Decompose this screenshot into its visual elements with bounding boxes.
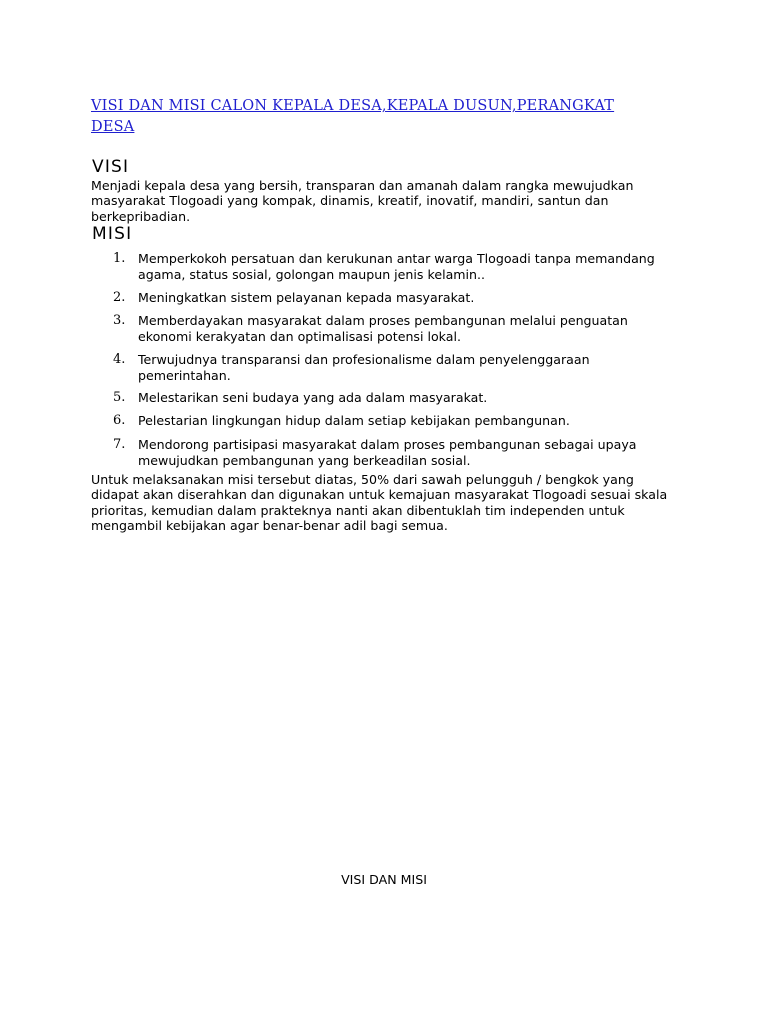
- visi-heading: VISI: [92, 157, 130, 177]
- misi-item-number: 3.: [113, 313, 126, 328]
- misi-item-number: 4.: [113, 352, 126, 367]
- misi-heading: MISI: [92, 224, 133, 244]
- misi-item-text: Memberdayakan masyarakat dalam proses pembangunan melalui penguatan ekonomi kerakyatan dan optimalisasi potensi lokal.: [138, 313, 628, 344]
- closing-paragraph: Untuk melaksanakan misi tersebut diatas, 50% dari sawah pelungguh / bengkok yang didapat akan diserahkan dan digunakan untuk kemajuan masyarakat Tlogoadi sesuai skala prioritas, kemudian dalam prakteknya nanti akan dibentuklah tim independen untuk mengambil kebijakan agar benar-benar adil bagi semua.: [91, 472, 668, 533]
- misi-item-number: 2.: [113, 290, 126, 305]
- misi-item-number: 5.: [113, 390, 126, 405]
- misi-item-text: Melestarikan seni budaya yang ada dalam masyarakat.: [138, 390, 488, 405]
- misi-item-number: 6.: [113, 413, 126, 428]
- misi-item-text: Mendorong partisipasi masyarakat dalam proses pembangunan sebagai upaya mewujudkan pembangunan yang berkeadilan sosial.: [138, 437, 637, 468]
- misi-item-text: Meningkatkan sistem pelayanan kepada masyarakat.: [138, 290, 475, 305]
- misi-item-text: Memperkokoh persatuan dan kerukunan antar warga Tlogoadi tanpa memandang agama, status sosial, golongan maupun jenis kelamin..: [138, 251, 655, 282]
- misi-item-text: Pelestarian lingkungan hidup dalam setiap kebijakan pembangunan.: [138, 413, 570, 428]
- footer-title: VISI DAN MISI: [341, 872, 427, 887]
- visi-paragraph: Menjadi kepala desa yang bersih, transparan dan amanah dalam rangka mewujudkan masyarakat Tlogoadi yang kompak, dinamis, kreatif, inovatif, mandiri, santun dan berkepribadian.: [91, 178, 634, 224]
- misi-item-text: Terwujudnya transparansi dan profesionalisme dalam penyelenggaraan pemerintahan.: [138, 352, 590, 383]
- misi-item-number: 1.: [113, 251, 126, 266]
- document-title-link[interactable]: VISI DAN MISI CALON KEPALA DESA,KEPALA DUSUN,PERANGKAT DESA: [91, 98, 615, 135]
- misi-item-number: 7.: [113, 437, 126, 452]
